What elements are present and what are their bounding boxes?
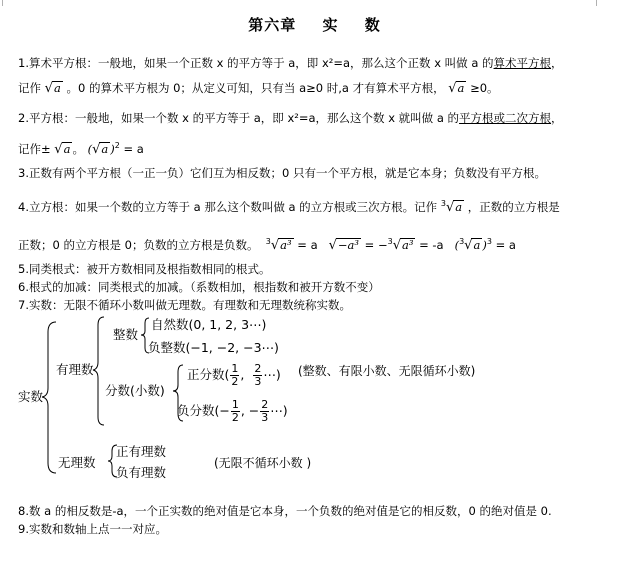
term-arithmetic-root: 算术平方根 [493, 56, 552, 70]
cbrt-symbol: √ [445, 199, 455, 215]
cbrt-symbol: √ [328, 237, 337, 253]
title-word: 实 [322, 16, 339, 34]
sqrt-symbol: √ [92, 141, 101, 157]
title-word: 数 [364, 16, 381, 34]
label-irrational: 无理数 [58, 455, 96, 470]
item-4-line-2: 正数；0 的立方根是 0；负数的立方根是负数。 $^3$√a³ = a √−a³ = −$^3$√a³ = -a ($^3$√a )$^3$ = a [18, 237, 516, 253]
item-8: 8.数 a 的相反数是-a，一个正实数的绝对值是它本身，一个负数的绝对值是它的相反数，0 的绝对值是 0. [18, 504, 552, 518]
item-1-line-2: 记作 √a 。0 的算术平方根为 0；从定义可知，只有当 a≥0 时,a 才有算术平方根， √a ≥0。 [18, 81, 499, 96]
label-real: 实数 [18, 389, 44, 404]
item-3: 3.正数有两个平方根（一正一负）它们互为相反数；0 只有一个平方根，就是它本身；负数没有平方根。 [18, 166, 546, 180]
label-positive-fraction: 正分数( $\frac{1}{2}$ , $\frac{2}{3}$ ⋯) [187, 362, 281, 388]
label-negative-integer: 负整数(−1, −2, −3⋯) [148, 340, 279, 355]
irrational-note: (无限不循环小数 ) [214, 456, 312, 470]
chapter-label: 第六章 [248, 16, 297, 34]
label-integer: 整数 [113, 327, 139, 342]
item-1-line-1: 1.算术平方根：一般地，如果一个正数 x 的平方等于 a，即 x²=a，那么这个正数 x 叫做 a 的算术平方根， [18, 56, 563, 70]
label-positive-irrational: 正有理数 [116, 444, 167, 459]
item-6: 6.根式的加减：同类根式的加减。（系数相加，根指数和被开方数不变） [18, 280, 380, 294]
sqrt-symbol: √ [448, 81, 457, 96]
brace-rational [93, 317, 104, 425]
rational-note: (整数、有限小数、无限循环小数) [298, 364, 476, 378]
label-fraction: 分数(小数) [105, 383, 165, 398]
item-2-line-1: 2.平方根：一般地，如果一个数 x 的平方等于 a，即 x²=a，那么这个数 x 就叫做 a 的平方根或二次方根， [18, 111, 563, 125]
label-negative-fraction: 负分数(− $\frac{1}{2}$ , − $\frac{2}{3}$ ⋯) [177, 398, 288, 424]
item-7: 7.实数：无限不循环小数叫做无理数。有理数和无理数统称实数。 [18, 298, 351, 312]
label-rational: 有理数 [56, 362, 94, 377]
cbrt-symbol: √ [270, 237, 280, 253]
item-9: 9.实数和数轴上点一一对应。 [18, 522, 167, 536]
item-4-line-1: 4.立方根：如果一个数的立方等于 a 那么这个数叫做 a 的立方根或三次方根。记作 $^3$√a ，正数的立方根是 [18, 199, 560, 215]
cbrt-symbol: √ [392, 237, 401, 253]
sqrt-symbol: √ [54, 141, 63, 157]
term-square-root: 平方根或二次方根 [459, 111, 552, 125]
brace-real [42, 322, 56, 473]
cbrt-symbol: √ [464, 237, 473, 253]
item-5: 5.同类根式：被开方数相同及根指数相同的根式。 [18, 262, 271, 276]
sqrt-symbol: √ [44, 81, 53, 96]
label-negative-irrational: 负有理数 [116, 465, 167, 480]
item-2-line-2: 记作± √a 。 (√a )$^2$ = a [18, 141, 144, 157]
label-natural: 自然数(0, 1, 2, 3⋯) [151, 317, 267, 332]
